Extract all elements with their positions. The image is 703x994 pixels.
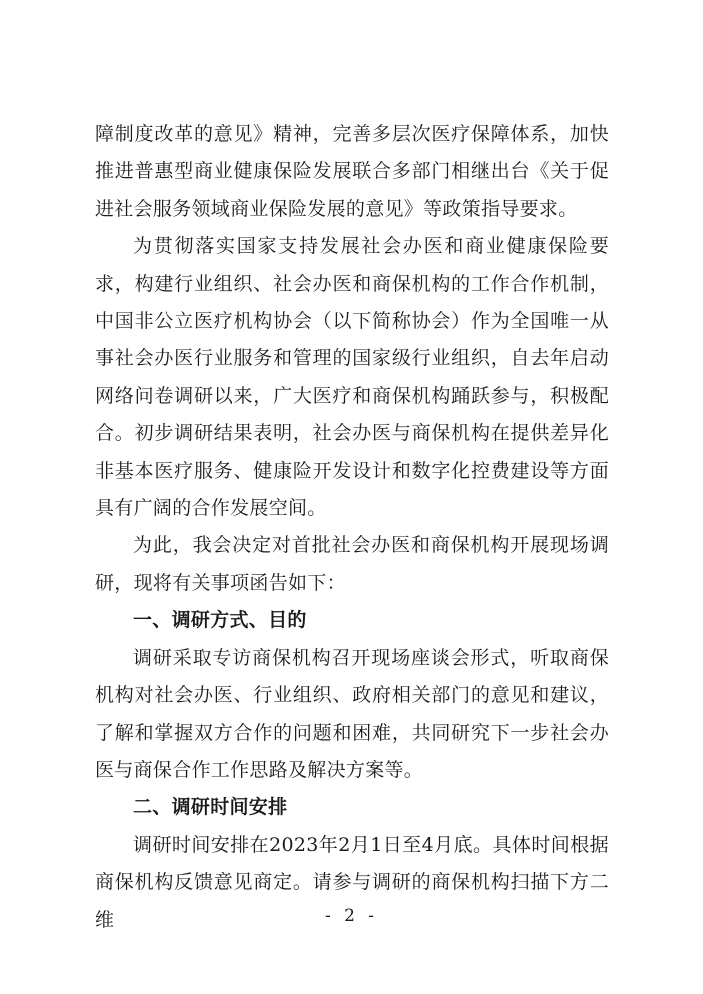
- paragraph-policy-continuation: 障制度改革的意见》精神，完善多层次医疗保障体系，加快推进普惠型商业健康保险发展联合多部门相继出台《关于促进社会服务领域商业保险发展的意见》等政策指导要求。: [95, 123, 609, 220]
- section-heading-method-purpose: 一、调研方式、目的: [133, 609, 307, 632]
- paragraph-background: 为贯彻落实国家支持发展社会办医和商业健康保险要求，构建行业组织、社会办医和商保机构的工作合作机制，中国非公立医疗机构协会（以下简称协会）作为全国唯一从事社会办医行业服务和管理的国家级行业组织，自去年启动网络问卷调研以来，广大医疗和商保机构踊跃参与，积极配合。初步调研结果表明，社会办医与商保机构在提供差异化非基本医疗服务、健康险开发设计和数字化控费建设等方面具有广阔的合作发展空间。: [95, 235, 609, 520]
- document-body: [95, 116, 609, 939]
- paragraph-announcement: 为此，我会决定对首批社会办医和商保机构开展现场调研，现将有关事项函告如下：: [95, 534, 609, 594]
- paragraph-method-purpose: 调研采取专访商保机构召开现场座谈会形式，听取商保机构对社会办医、行业组织、政府相关部门的意见和建议，了解和掌握双方合作的问题和困难，共同研究下一步社会办医与商保合作工作思路及解决方案等。: [95, 646, 609, 781]
- paragraph-schedule: 调研时间安排在2023年2月1日至4月底。具体时间根据商保机构反馈意见商定。请参与调研的商保机构扫描下方二维: [95, 833, 609, 931]
- section-heading-schedule: 二、调研时间安排: [133, 796, 288, 819]
- page-number: - 2 -: [324, 906, 379, 926]
